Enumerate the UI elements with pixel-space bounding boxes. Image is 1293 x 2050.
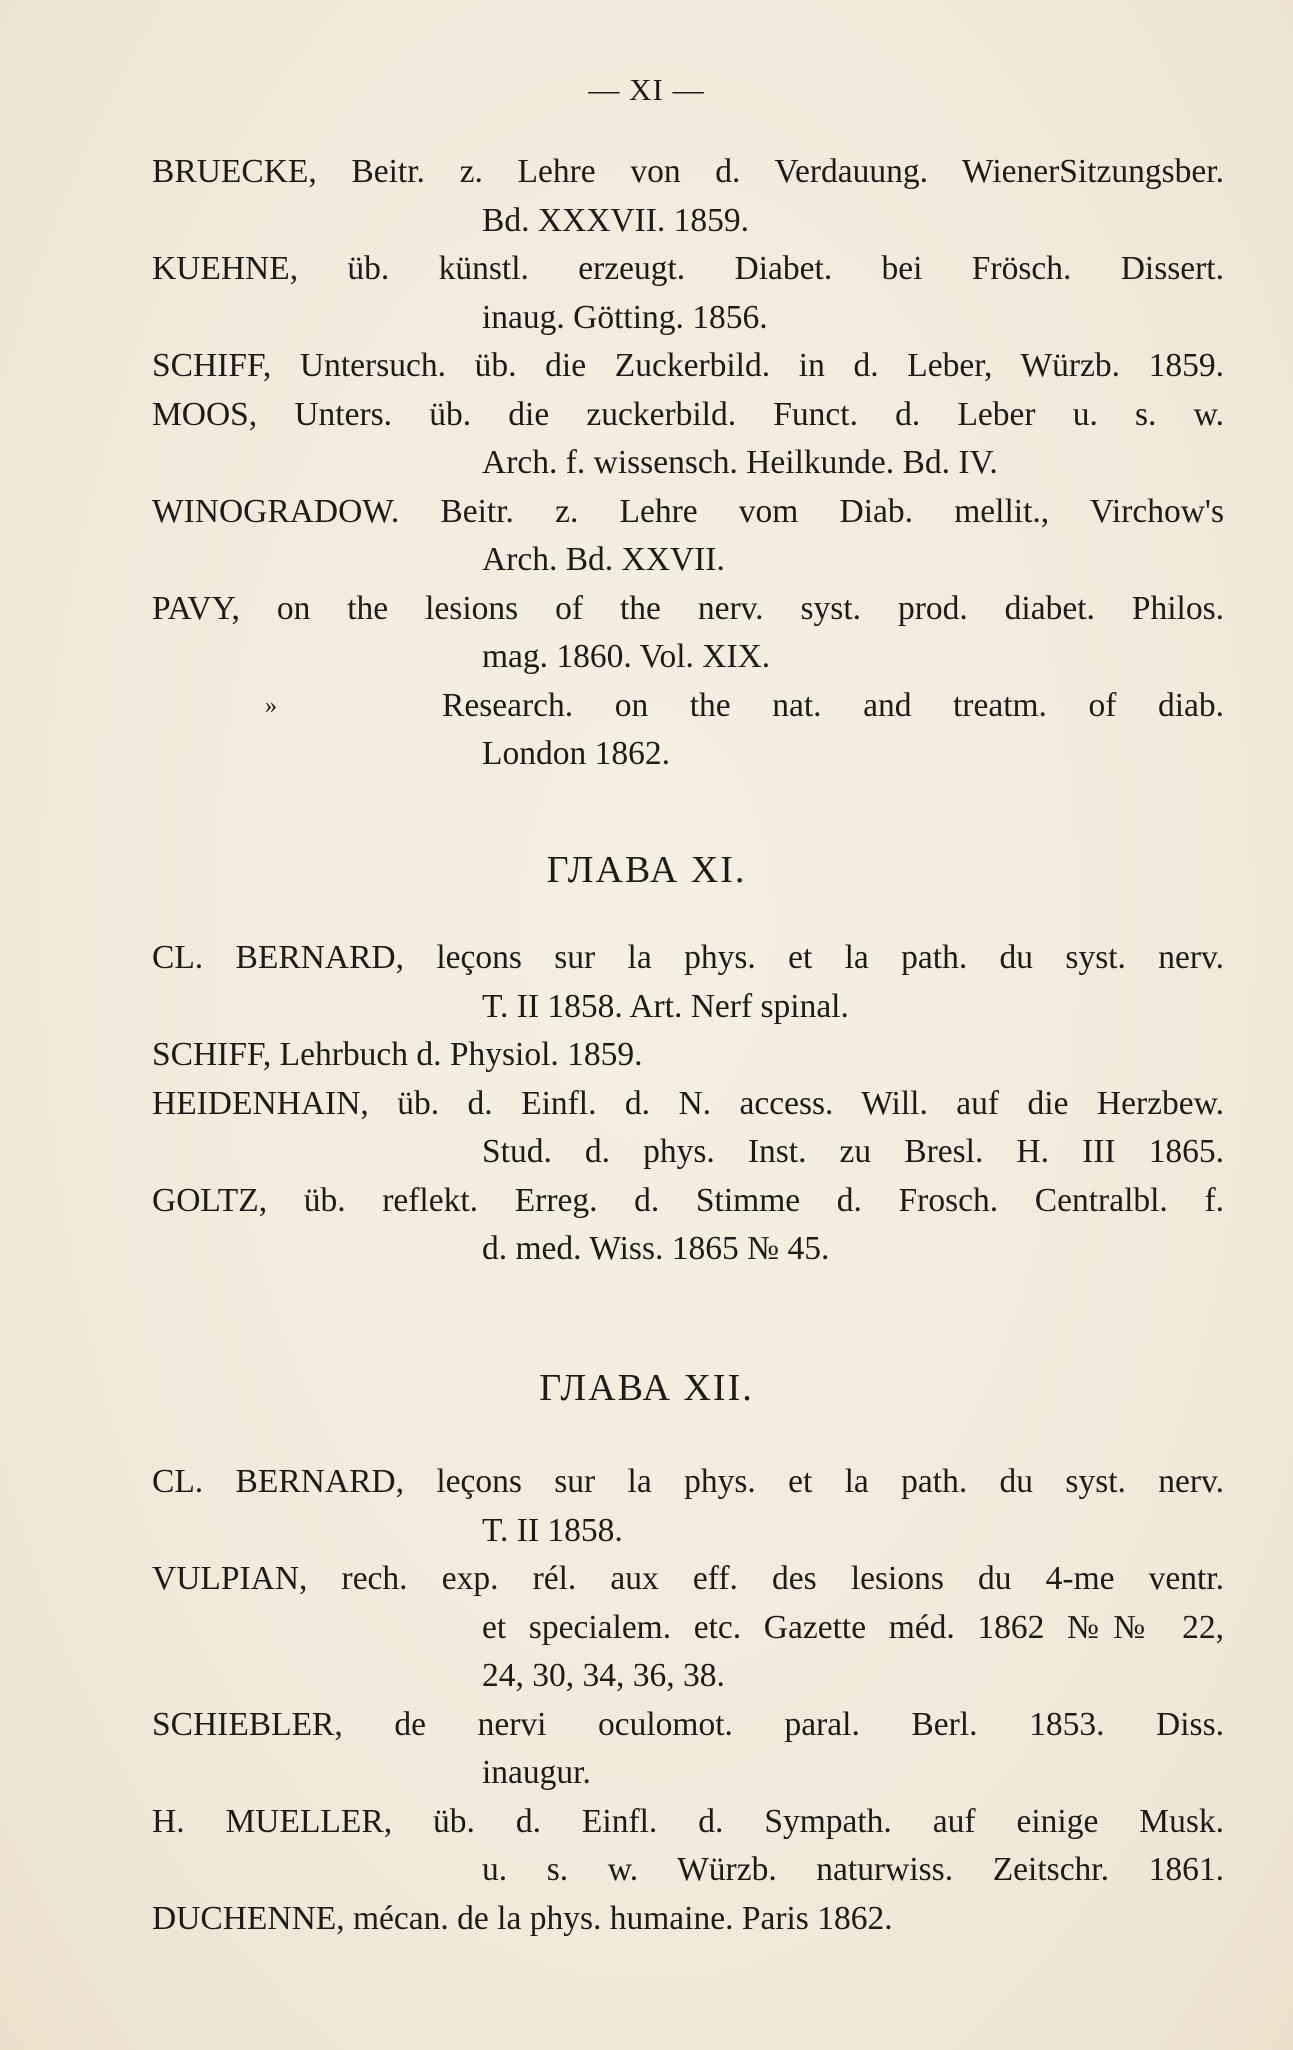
entry-line: BRUECKE, Beitr. z. Lehre von d. Verdauung. WienerSitzungsber. [152,153,1224,190]
entry-line: Arch. Bd. XXVII. [482,541,725,578]
entry-line: u. s. w. Würzb. naturwiss. Zeitschr. 1861. [482,1851,1224,1888]
entry-line: inaugur. [482,1754,591,1791]
entry-line: et specialem. etc. Gazette méd. 1862 №№ 22, [482,1608,1224,1646]
entry-line-text: Research. on the nat. and treatm. of diab. [442,686,1224,724]
entry-line: Arch. f. wissensch. Heilkunde. Bd. IV. [482,444,998,481]
entry-line: GOLTZ, üb. reflekt. Erreg. d. Stimme d. Frosch. Centralbl. f. [152,1181,1224,1219]
bibliography-entry [152,1798,1224,1895]
bibliography-section [152,934,1224,1274]
bibliography-entry [152,585,1224,682]
bibliography-entry [152,1458,1224,1555]
bibliography-entry [152,1031,1224,1080]
bibliography-entry [152,1555,1224,1701]
bibliography-section [152,1458,1224,1943]
bibliography-entry [152,1177,1224,1274]
entry-line: CL. BERNARD, leçons sur la phys. et la path. du syst. nerv. [152,939,1224,976]
bibliography-entry [152,1701,1224,1798]
entry-line: 24, 30, 34, 36, 38. [482,1657,725,1694]
entry-line: d. med. Wiss. 1865 № 45. [482,1230,830,1267]
entry-line: WINOGRADOW. Beitr. z. Lehre vom Diab. mellit., Virchow's [152,492,1224,530]
entry-line: Stud. d. phys. Inst. zu Bresl. H. III 1865. [482,1133,1224,1170]
entry-line: SCHIFF, Untersuch. üb. die Zuckerbild. in d. Leber, Würzb. 1859. [152,347,1224,384]
bibliography-entry [152,391,1224,488]
page-number: — XI — [588,72,705,107]
entry-line: T. II 1858. Art. Nerf spinal. [482,987,849,1025]
entry-line: MOOS, Unters. üb. die zuckerbild. Funct. d. Leber u. s. w. [152,395,1224,433]
bibliography-entry [152,934,1224,1031]
entry-line: KUEHNE, üb. künstl. erzeugt. Diabet. bei Frösch. Dissert. [152,250,1224,287]
bibliography-entry [152,1895,1224,1944]
entry-line: SCHIEBLER, de nervi oculomot. paral. Berl. 1853. Diss. [152,1705,1224,1743]
entry-line: DUCHENNE, mécan. de la phys. humaine. Paris 1862. [152,1899,893,1937]
entry-line [152,682,1224,731]
bibliography-entry [152,488,1224,585]
entry-line: H. MUELLER, üb. d. Einfl. d. Sympath. auf einige Musk. [152,1802,1224,1840]
bibliography-entry [152,1080,1224,1177]
entry-line: HEIDENHAIN, üb. d. Einfl. d. N. access. Will. auf die Herzbew. [152,1084,1224,1122]
entry-line: mag. 1860. Vol. XIX. [482,638,771,675]
entry-line: SCHIFF, Lehrbuch d. Physiol. 1859. [152,1036,643,1073]
bibliography-entry [152,148,1224,245]
entry-line: Bd. XXXVII. 1859. [482,201,750,239]
bibliography-entry [152,682,1224,779]
bibliography-entry [152,245,1224,342]
chapter-heading: ГЛАВА XII. [539,1367,754,1409]
chapter-heading: ГЛАВА XI. [546,849,747,891]
bibliography-section [152,148,1224,779]
entry-line: PAVY, on the lesions of the nerv. syst. prod. diabet. Philos. [152,589,1224,627]
entry-line: London 1862. [482,735,670,772]
bibliography-entry [152,342,1224,391]
ditto-mark: » [265,692,277,719]
entry-line: inaug. Götting. 1856. [482,298,768,336]
entry-line: VULPIAN, rech. exp. rél. aux eff. des lesions du 4-me ventr. [152,1560,1224,1597]
entry-line: CL. BERNARD, leçons sur la phys. et la path. du syst. nerv. [152,1463,1224,1500]
entry-line: T. II 1858. [482,1511,623,1549]
